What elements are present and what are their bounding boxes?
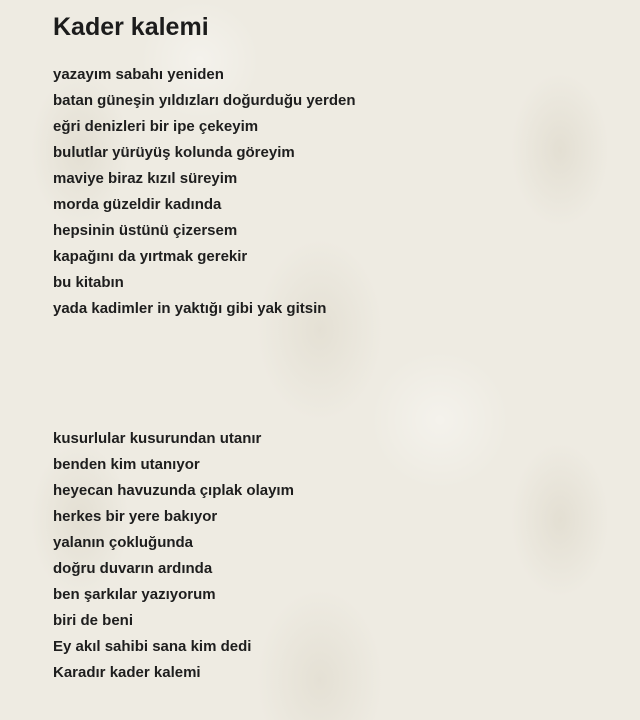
poem-line: eğri denizleri bir ipe çekeyim: [53, 118, 259, 135]
stanza-1: [53, 62, 613, 322]
stanza-spacer: [53, 322, 613, 426]
stanza-2: [53, 426, 613, 686]
poem-line: hepsinin üstünü çizersem: [53, 222, 238, 239]
poem-line: morda güzeldir kadında: [53, 196, 222, 213]
poem-line: maviye biraz kızıl süreyim: [53, 170, 238, 187]
poem-line: batan güneşin yıldızları doğurduğu yerden: [53, 92, 356, 109]
poem-line: biri de beni: [53, 612, 134, 629]
poem-line: kusurlular kusurundan utanır: [53, 430, 262, 447]
poem-line: doğru duvarın ardında: [53, 560, 213, 577]
poem-line: yazayım sabahı yeniden: [53, 66, 224, 83]
poem-line: bu kitabın: [53, 274, 124, 291]
poem-title: Kader kalemi: [53, 13, 209, 41]
poem-line: heyecan havuzunda çıplak olayım: [53, 482, 294, 499]
poem-line: ben şarkılar yazıyorum: [53, 586, 216, 603]
poem: [53, 10, 613, 686]
poem-line: benden kim utanıyor: [53, 456, 200, 473]
poem-line: herkes bir yere bakıyor: [53, 508, 218, 525]
poem-line: Karadır kader kalemi: [53, 664, 201, 681]
poem-line: yada kadimler in yaktığı gibi yak gitsin: [53, 300, 327, 317]
poem-line: Ey akıl sahibi sana kim dedi: [53, 638, 252, 655]
poem-line: bulutlar yürüyüş kolunda göreyim: [53, 144, 295, 161]
poem-line: yalanın çokluğunda: [53, 534, 194, 551]
poem-line: kapağını da yırtmak gerekir: [53, 248, 248, 265]
